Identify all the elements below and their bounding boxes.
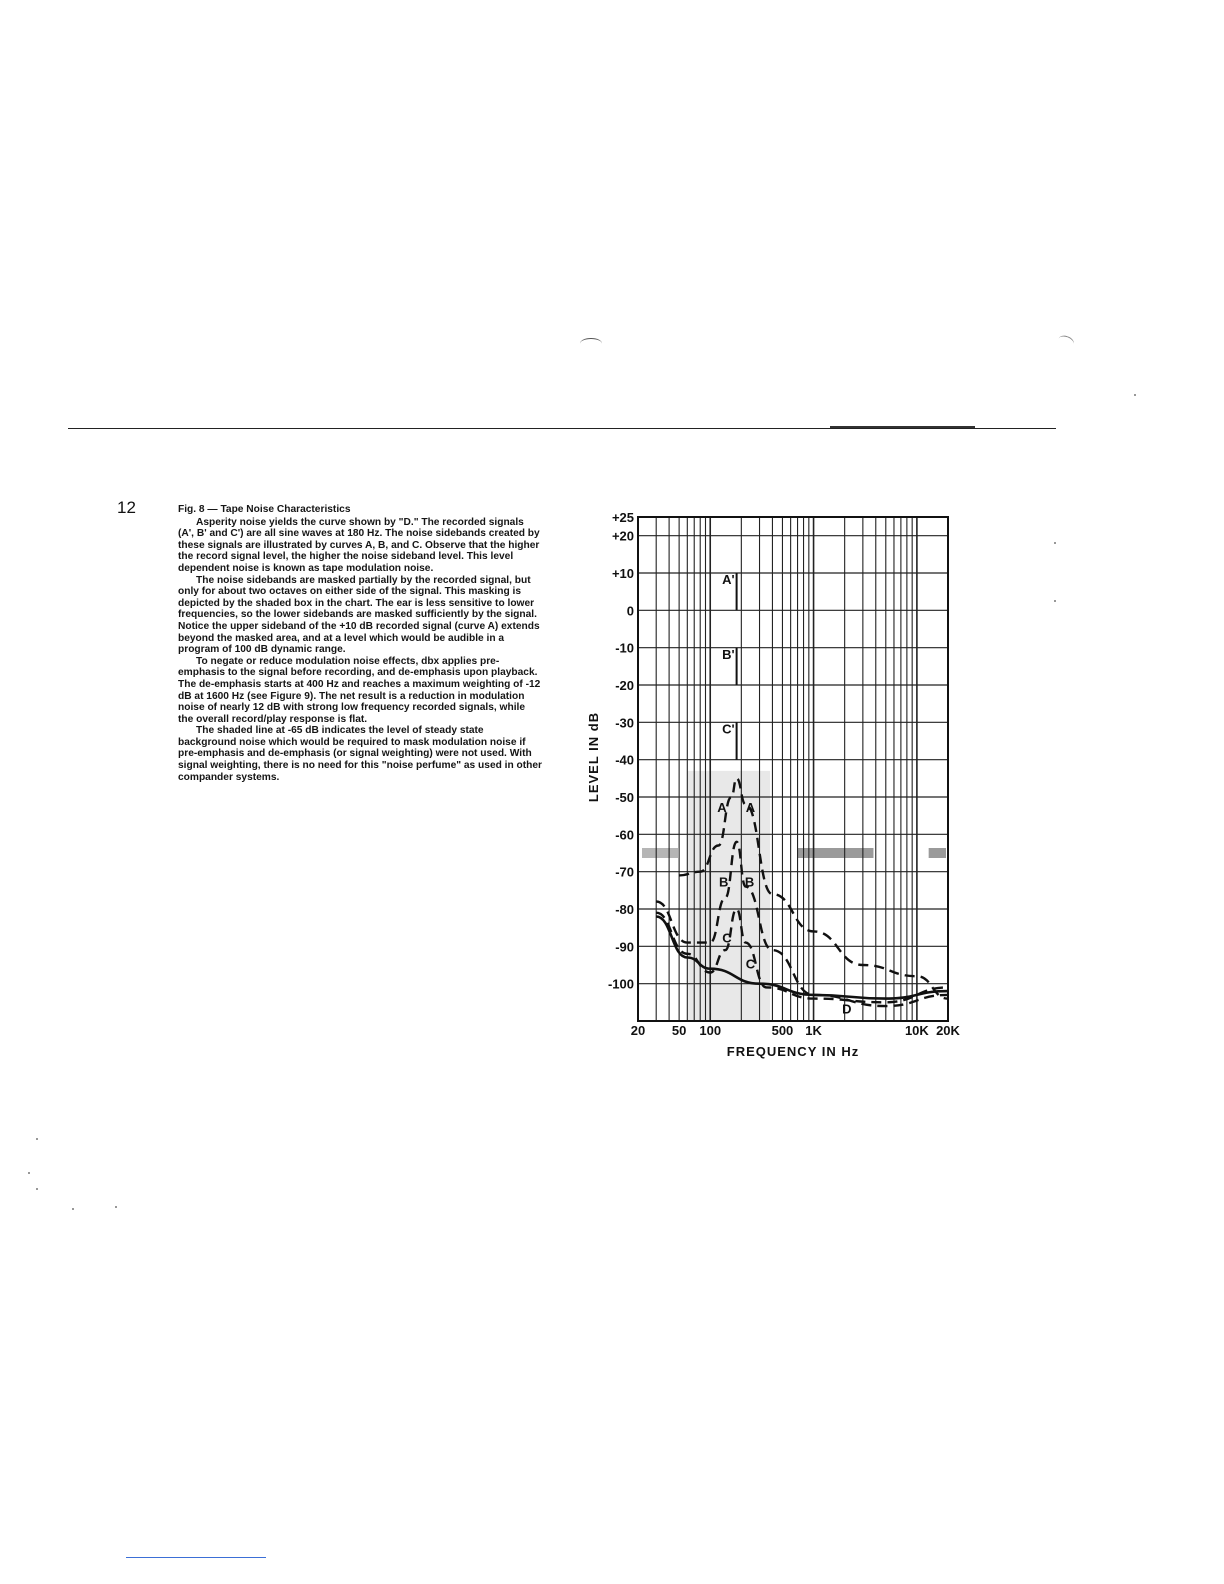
scan-artifact — [1057, 334, 1076, 350]
y-tick-label: 0 — [626, 603, 634, 619]
caption-paragraph: Asperity noise yields the curve shown by "D." The recorded signals (A', B' and C') are all sine waves at 180 Hz. The noise sidebands created by these signals are illustrated by curves A, B, and C. Observe that the higher the record signal level, the higher the noise sideband level. This level dependent noise is known as tape modulation noise. — [178, 516, 540, 574]
noise-perfume-band — [642, 848, 678, 858]
x-tick-label: 20K — [936, 1023, 960, 1038]
x-tick-label: 1K — [805, 1023, 822, 1038]
y-tick-label: -30 — [615, 715, 634, 731]
y-tick-label: -20 — [615, 678, 634, 693]
y-tick-label: +10 — [611, 566, 634, 581]
x-tick-label: 50 — [671, 1023, 687, 1038]
y-tick-label: -40 — [615, 752, 634, 768]
y-tick-label: -50 — [615, 790, 634, 805]
scan-speck — [36, 1188, 38, 1190]
label-c-prime: C' — [722, 721, 735, 737]
x-tick-label: 20 — [630, 1023, 646, 1038]
y-tick-label: -90 — [615, 939, 634, 955]
label-c-right: C — [745, 956, 756, 972]
y-tick-label: -70 — [615, 864, 634, 880]
scan-artifact — [580, 338, 602, 349]
scan-speck — [72, 1208, 74, 1210]
label-a-right: A — [745, 799, 756, 815]
scan-speck — [36, 1138, 38, 1140]
label-d: D — [842, 1001, 852, 1017]
x-axis-title: FREQUENCY IN Hz — [726, 1044, 860, 1059]
scan-speck — [1054, 542, 1056, 544]
header-rule — [68, 428, 1056, 429]
y-tick-label: +25 — [611, 510, 634, 525]
caption-paragraph: To negate or reduce modulation noise effects, dbx applies pre-emphasis to the signal before recording, and de-emphasis upon playback. The de-emphasis starts at 400 Hz and reaches a maximum weighting of -12 dB at 1600 Hz (see Figure 9). The net result is a reduction in modulation noise of nearly 12 dB with strong low frequency recorded signals, while the overall record/play response is flat. — [178, 655, 541, 725]
x-tick-label: 100 — [699, 1023, 722, 1038]
plot-frame — [638, 517, 948, 1021]
tape-noise-chart — [580, 500, 980, 1070]
label-b-right: B — [744, 874, 755, 890]
scan-speck — [1054, 600, 1056, 602]
label-c-left: C — [722, 930, 732, 946]
label-a-left: A — [717, 799, 727, 815]
header-rule-accent — [830, 426, 975, 428]
y-tick-label: -60 — [615, 827, 634, 843]
scan-speck — [1134, 394, 1136, 396]
y-tick-label: -100 — [607, 976, 634, 992]
page-number: 12 — [117, 498, 136, 517]
label-b-left: B — [718, 874, 729, 890]
y-tick-label: +20 — [611, 528, 634, 544]
figure-title: Fig. 8 — Tape Noise Characteristics — [178, 504, 351, 515]
x-tick-label: 10K — [904, 1023, 929, 1038]
y-tick-label: -10 — [615, 640, 634, 656]
noise-perfume-band — [929, 848, 946, 858]
figure-caption — [178, 504, 542, 783]
scan-speck — [115, 1206, 117, 1208]
y-axis-title: LEVEL IN dB — [586, 711, 601, 803]
chart-svg — [580, 500, 980, 1070]
label-b-prime: B' — [722, 646, 735, 662]
caption-paragraph: The shaded line at -65 dB indicates the level of steady state background noise which would be required to mask modulation noise if pre-emphasis and de-emphasis (or signal weighting) were not used. With signal weighting, there is no need for this "noise perfume" as used in other compander systems. — [178, 725, 543, 783]
bottom-link-line — [126, 1557, 266, 1558]
scan-speck — [28, 1172, 30, 1174]
x-tick-label: 500 — [771, 1023, 794, 1038]
caption-paragraph: The noise sidebands are masked partially by the recorded signal, but only for about two octaves on either side of the signal. This masking is depicted by the shaded box in the chart. The ear is less sensitive to lower frequencies, so the lower sidebands are masked sufficiently by the signal. Notice the upper sideband of the +10 dB recorded signal (curve A) extends beyond the masked area, and at a level which would be audible in a program of 100 dB dynamic range. — [178, 574, 540, 656]
y-tick-label: -80 — [615, 902, 634, 917]
label-a-prime: A' — [722, 572, 735, 588]
